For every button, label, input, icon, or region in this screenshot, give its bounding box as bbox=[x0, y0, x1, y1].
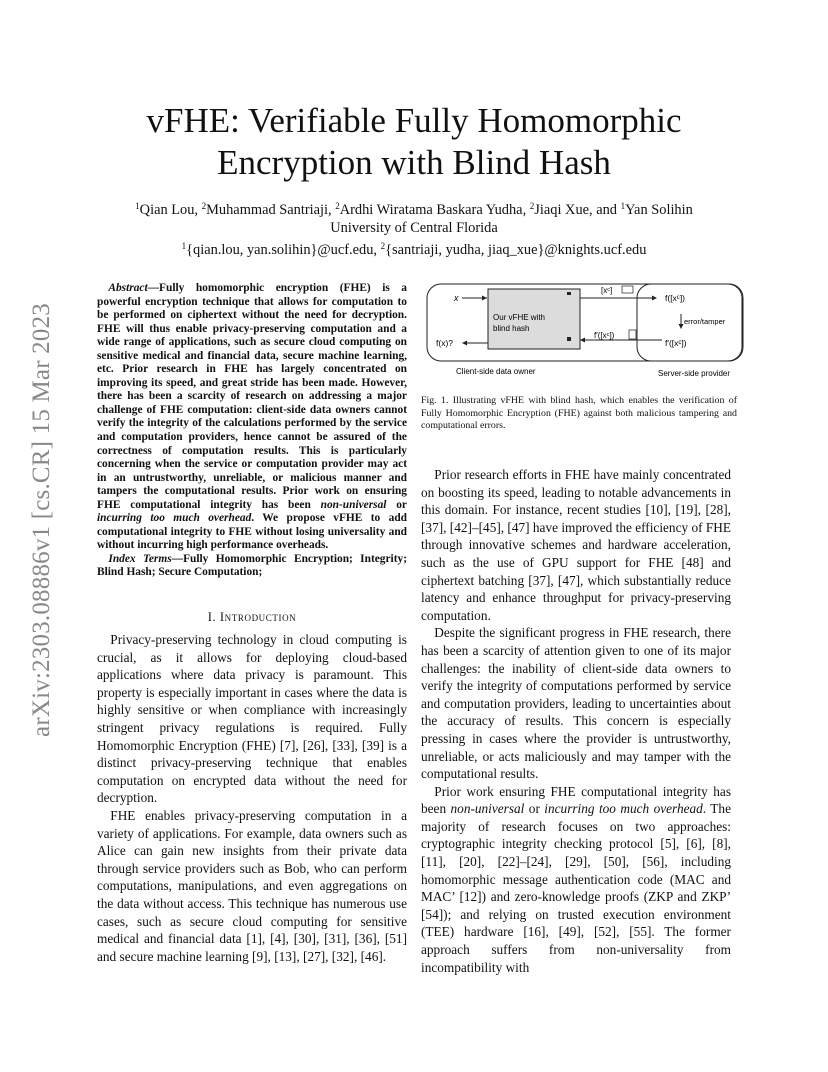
author-names bbox=[90, 197, 738, 219]
client-label: Client-side data owner bbox=[456, 367, 536, 376]
arxiv-sidebar bbox=[22, 285, 62, 755]
abstract bbox=[97, 282, 407, 580]
affil-mark: 2 bbox=[380, 241, 386, 251]
paragraph: Privacy-preserving technology in cloud computing is crucial, as it allows for deploying cloud-based applications where data privacy is paramount. This property is especially important in cases where the data is highly sensitive or when compliance with increasingly stringent privacy regulations is required. Fully Homomorphic Encryption (FHE) [7], [26], [33], [39] is a distinct privacy-preserving technique that enables computation on encrypted data without the need for decryption. bbox=[97, 632, 407, 806]
affil-mark: 1 bbox=[620, 201, 626, 211]
intro-left-column bbox=[97, 631, 407, 965]
paragraph: FHE enables privacy-preserving computation in a variety of applications. For example, data owners such as Alice can gain new insights from their private data through service providers such as Bob, who can perform computations, manipulations, and even aggregations on the data without access. This technique has numerous use cases, such as secure cloud computing for sensitive medical and financial data [1], [4], [30], [31], [36], [51] and secure machine learning [9], [13], [27], [32], [46]. bbox=[97, 807, 407, 964]
text: . The majority of research focuses on two approaches: cryptographic integrity checking protocol [5], [6], [8], [11], [20], [22]–[24], [29], [50], [56], including homomorphic message authentication code (MAC and MAC’ [12]) and zero-knowledge proofs (ZKP and ZKP’ [54]); and relying on trusted execution environment (TEE) hardware [16], [49], [52], [55]. The former approach suffers from non-universality from incompatibility with bbox=[421, 801, 731, 975]
input-x: x bbox=[454, 293, 459, 303]
title-line-2: Encryption with Blind Hash bbox=[217, 143, 611, 182]
server-output: f([xᶜ]) bbox=[665, 293, 686, 303]
author: Jiaqi Xue, and bbox=[534, 202, 621, 218]
emphasis: incurring too much overhead bbox=[544, 801, 703, 817]
author: Yan Solihin bbox=[625, 202, 693, 218]
affil-mark: 2 bbox=[335, 201, 340, 211]
returned-output: f′([xᶜ]) bbox=[594, 331, 615, 340]
index-terms-label: Index Terms bbox=[108, 552, 172, 565]
email[interactable]: {santriaji, yudha, jiaq_xue}@knights.ucf.edu bbox=[385, 242, 647, 258]
lock-icon bbox=[567, 292, 571, 295]
author: Muhammad Santriaji, bbox=[206, 202, 336, 218]
intro-right-column bbox=[421, 466, 731, 976]
paper-title bbox=[110, 100, 718, 184]
hash-icon bbox=[629, 330, 636, 339]
abstract-text: —Fully homomorphic encryption (FHE) is a powerful encryption technique that allows for computation to be performed on ciphertext without the need for decryption. FHE will thus enable privacy-preserving computation and a wide range of applications, such as secure cloud computing on sensitive medical and financial data, secure machine learning, etc. Prior research in FHE has largely concentrated on improving its speed, and great stride has been made. However, there has been a scarcity of research on addressing a major challenge of FHE computation: client-side data owners cannot verify the integrity of the calculations performed by the service and computation providers, hence cannot be assured of the correctness of computation results. This is particularly concerning when the service or computation provider may act in an untrustworthy, unreliable, or malicious manner and tampers the computational results. Prior work on ensuring FHE computational integrity has been bbox=[97, 282, 407, 511]
abstract-text: . We propose vFHE to add computational integrity to FHE without losing universality and without incurring high performance overheads. bbox=[97, 512, 408, 552]
title-line-1: vFHE: Verifiable Fully Homomorphic bbox=[146, 101, 682, 140]
box-label-1: Our vFHE with bbox=[493, 313, 546, 322]
paragraph: Despite the significant progress in FHE research, there has been a scarcity of attention given to one of its major challenges: the inability of client-side data owners to verify the integrity of computations performed by service and computation providers, leading to uncertainties about the accuracy of results. This concern is especially pressing in cases where the provider is untrustworthy, unreliable, or acts maliciously and may tamper with the computational results. bbox=[421, 625, 731, 782]
abstract-label: Abstract bbox=[108, 282, 148, 294]
abstract-paragraph bbox=[97, 282, 407, 553]
abstract-text: or bbox=[386, 498, 407, 511]
author: Qian Lou, bbox=[139, 202, 202, 218]
affil-mark: 2 bbox=[201, 201, 207, 211]
author: Ardhi Wiratama Baskara Yudha, bbox=[339, 202, 530, 218]
text: or bbox=[524, 801, 545, 817]
output-fx: f(x)? bbox=[436, 338, 453, 348]
figure-vfhe-diagram bbox=[426, 283, 744, 383]
author-block bbox=[90, 197, 738, 259]
figure-caption: Fig. 1. Illustrating vFHE with blind hash, which enables the verification of Fully Homomorphic Encryption (FHE) against both malicious tampering and computational errors. bbox=[421, 395, 737, 432]
affil-mark: 1 bbox=[181, 241, 187, 251]
paragraph: Prior research efforts in FHE have mainly concentrated on boosting its speed, leading to notable advancements in this domain. For instance, recent studies [10], [19], [28], [37], [42]–[45], [47] have improved the efficiency of FHE through innovative schemes and hardware acceleration, such as the use of GPU support for FHE [48] and ciphertext batching [37], [47], which substantially reduce latency and enhance throughput for privacy-preserving computation. bbox=[421, 467, 731, 623]
affil-mark: 2 bbox=[529, 201, 535, 211]
affiliation: University of Central Florida bbox=[330, 220, 498, 236]
tampered-output: f′([xᶜ]) bbox=[665, 338, 687, 348]
key-icon bbox=[567, 337, 571, 341]
abstract-emphasis: incurring too much overhead bbox=[97, 512, 252, 525]
arxiv-identifier: arXiv:2303.08886v1 [cs.CR] 15 Mar 2023 bbox=[28, 303, 55, 737]
index-terms bbox=[97, 553, 407, 580]
email[interactable]: {qian.lou, yan.solihin}@ucf.edu, bbox=[186, 242, 381, 258]
box-label-2: blind hash bbox=[493, 324, 530, 333]
abstract-emphasis: non-universal bbox=[320, 498, 387, 511]
text: Prior work ensuring FHE computational integrity has been bbox=[421, 783, 731, 817]
affil-mark: 1 bbox=[135, 201, 140, 211]
encrypted-input: [xᶜ] bbox=[601, 286, 613, 295]
emphasis: non-universal bbox=[450, 801, 525, 817]
envelope-icon bbox=[622, 286, 633, 293]
server-label: Server-side provider bbox=[658, 369, 731, 378]
index-terms-text: —Fully Homomorphic Encryption; Integrity; Blind Hash; Secure Computation; bbox=[97, 552, 407, 579]
paragraph bbox=[421, 783, 731, 977]
author-emails bbox=[90, 237, 738, 259]
section-heading bbox=[97, 610, 407, 625]
section-title: I. Introduction bbox=[207, 610, 297, 624]
error-label: error/tamper bbox=[684, 317, 726, 326]
